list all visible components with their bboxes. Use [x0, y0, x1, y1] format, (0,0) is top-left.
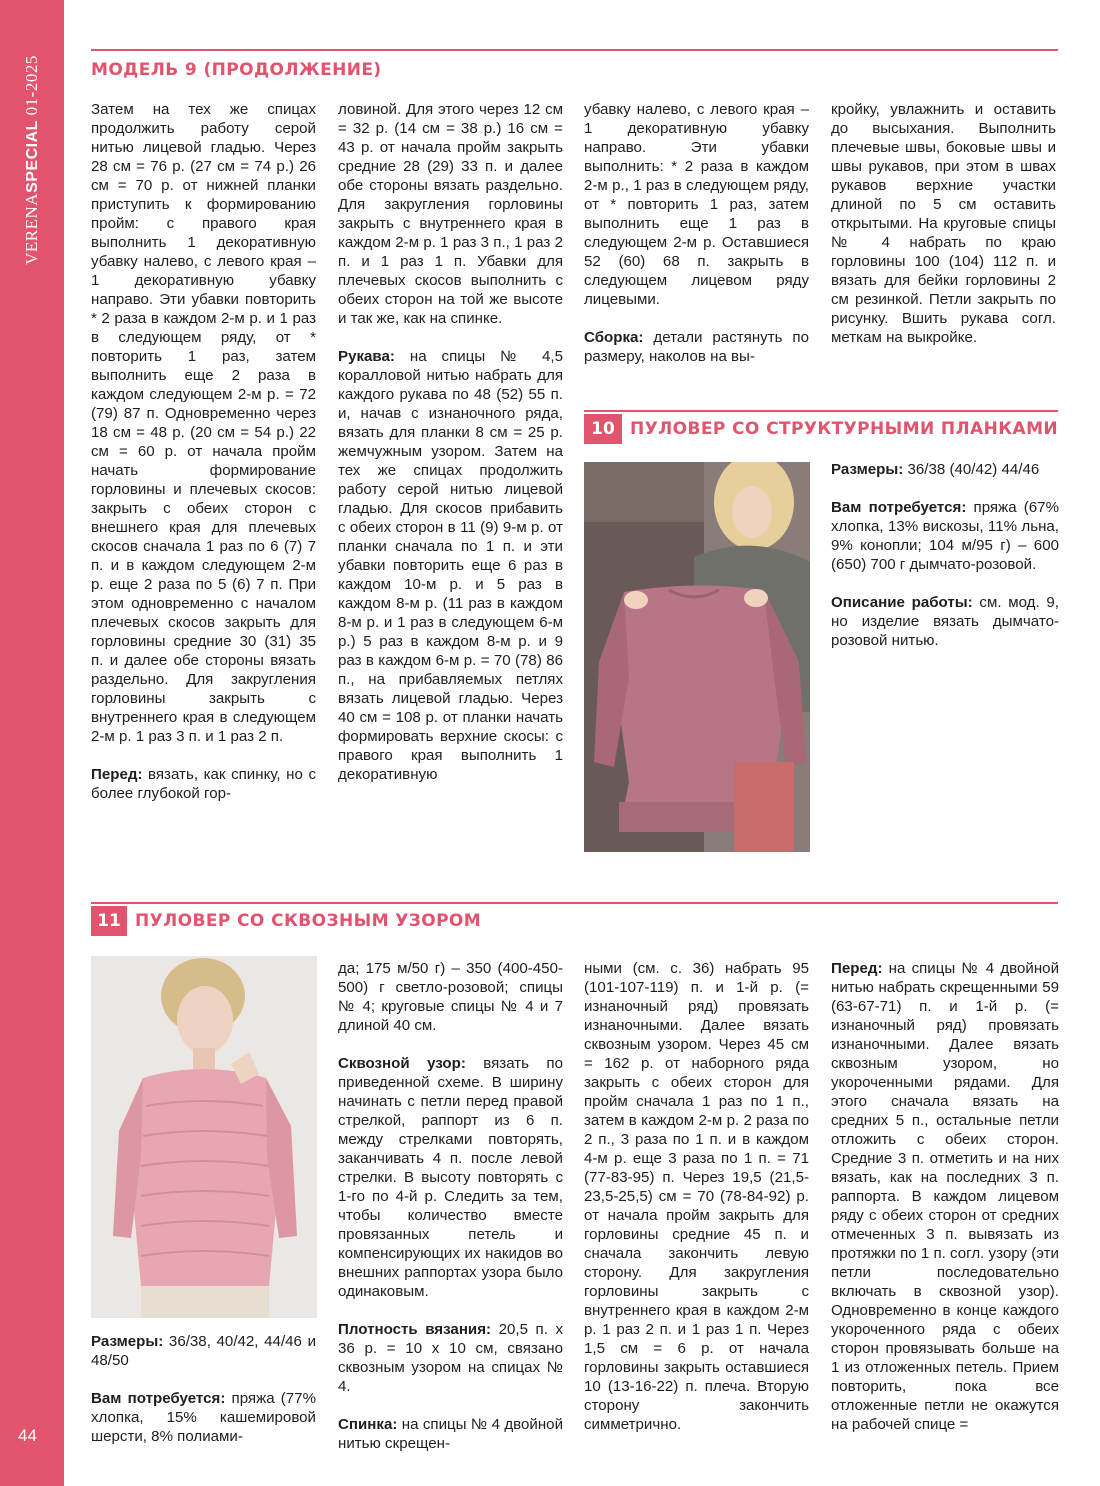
section11-column-3: [584, 959, 809, 1434]
divider-top: [91, 49, 1058, 51]
section11-column-1: [91, 1332, 316, 1446]
section11-column-4: [831, 959, 1059, 1434]
pullover-10-photo: [584, 462, 810, 852]
section11-number-badge: 11: [91, 906, 127, 936]
paragraph: Плотность вязания: 20,5 п. х 36 р. = 10 х 10 см, связано сквозным узором на спицах № 4.: [338, 1321, 563, 1395]
paragraph: Описание работы: см. мод. 9, но изделие вязать дымчато-розовой нитью.: [831, 594, 1059, 649]
paragraph: Сквозной узор: вязать по приведенной схеме. В ширину начинать с петли перед правой стрелкой, раппорт из 6 п. между стрелками повторять, заканчивать 4 п. после левой стрелки. В высоту повторять с 1-го по 4-й р. Следить за тем, чтобы количество вместе провязанных петель и компенсирующих их накидов во внешних раппортах узора было одинаковым.: [338, 1055, 563, 1300]
label: Описание работы:: [831, 594, 973, 611]
label: Вам потребуется:: [831, 499, 967, 516]
paragraph: убавку налево, с левого края – 1 декоративную убавку направо. Эти убавки выполнить: * 2 раза в каждом 2-м р., 1 раз в следующем ряду, от * повторить 1 раз, затем выполнить еще 1 раз в следующем 2-м р. Оставшиеся 52 (60) 68 п. закрыть в следующем лицевом ряду лицевыми.: [584, 101, 809, 308]
brand-text: VERENASPECIAL 01-2025: [22, 55, 41, 265]
paragraph: Рукава: на спицы № 4,5 коралловой нитью набрать для каждого рукава по 48 (52) 55 п. и, начав с изнаночного ряда, вязать для планки 8 см = 25 р. жемчужным узором. Затем на тех же спицах продолжить работу серой нитью лицевой гладью. Для скосов прибавить с обеих сторон в 11 (9) 9-м р. от планки сначала по 1 п. и эти убавки повторить еще 6 раз в каждом 10-м р. и 5 раз в каждом 8-м р. (11 раз в каждом 8-м р. и 1 раз в следующем 6-м р.) 5 раз в каждом 8-м р. и 9 раз в каждом 6-м р. = 70 (78) 86 п., на прибавляемых петлях вязать лицевой гладью. Через 40 см = 108 р. от планки начать формировать верхние скосы: с правого края выполнить 1 декоративную: [338, 348, 563, 783]
label: Размеры:: [831, 461, 904, 478]
label: Сквозной узор:: [338, 1055, 466, 1072]
section10-title: ПУЛОВЕР СО СТРУКТУРНЫМИ ПЛАНКАМИ: [630, 419, 1059, 439]
section9-column-1: [91, 100, 316, 803]
label: Плотность вязания:: [338, 1321, 492, 1338]
paragraph: Затем на тех же спицах продолжить работу серой нитью лицевой гладью. Через 28 см = 76 р. (27 см = 74 р.) 26 см = 70 р. от нижней планки приступить к формированию пройм: с правого края выполнить 1 декоративную убавку налево, с левого края – 1 декоративную убавку направо. Эти убавки повторить * 2 раза в каждом 2-м р. и 1 раз в следующем ряду, от * повторить 1 раз, затем выполнить еще 2 раза в каждом следующем 2-м р. = 72 (79) 87 п. Одновременно через 18 см = 48 р. (20 см = 54 р.) 22 см = 60 р. от начала пройм начать формирование горловины и плечевых скосов: закрыть с обеих сторон с внешнего края для плечевых скосов сначала 1 раз по 6 (7) 7 п. и в каждом следующем 2-м р. еще 2 раза по 5 (6) 7 п. При этом одновременно с началом плечевых скосов закрыть для горловины средние 30 (31) 35 п. и далее обе стороны вязать раздельно. Для закругления горловины закрыть с внутреннего края в следующем 2-м р. 1 раз 3 п. и 1 раз 2 п.: [91, 101, 316, 745]
section11-column-2: [338, 959, 563, 1453]
paragraph: Вам потребуется: пряжа (67% хлопка, 13% вискозы, 11% льна, 9% конопли; 104 м/95 г) – 600 (650) 700 г дымчато-розовой.: [831, 499, 1059, 573]
label: Спинка:: [338, 1416, 398, 1433]
paragraph: Вам потребуется: пряжа (77% хлопка, 15% кашемировой шерсти, 8% полиами-: [91, 1390, 316, 1445]
paragraph: Сборка: детали растянуть по размеру, наколов на вы-: [584, 329, 809, 365]
section11-title: ПУЛОВЕР СО СКВОЗНЫМ УЗОРОМ: [135, 911, 482, 931]
paragraph: Перед: на спицы № 4 двойной нитью набрать скрещенными 59 (63-67-71) п. и 1-й р. (= изнаночный ряд) провязать изнаночными. Далее вязать сквозным узором, но укороченными рядами. Для этого сначала вязать на средних 5 п., остальные петли отложить с обеих сторон. Средние 3 п. отметить и на них вязать, как на последних 3 п. раппорта. В каждом лицевом ряду с обеих сторон от средних отмеченных 3 п. вывязать из протяжки по 1 п. согл. узору (эти петли последовательно включать в сквозной узор). Одновременно в конце каждого укороченного ряда с обеих сторон провязывать больше на 1 из отложенных петель. Прием повторить, пока все отложенные петли не окажутся на рабочей спице =: [831, 960, 1059, 1433]
label: Перед:: [91, 766, 143, 783]
label: Сборка:: [584, 329, 644, 346]
paragraph: ными (см. с. 36) набрать 95 (101-107-119) п. и 1-й р. (= изнаночный ряд) провязать изнаночными. Далее вязать сквозным узором. Через 45 см = 162 р. от наборного ряда закрыть с обеих сторон для пройм сначала 1 раз по 1 п., затем в каждом 2-м р. 2 раза по 2 п., 3 раза по 1 п. и в каждом 4-м р. еще 3 раза по 1 п. = 71 (77-83-95) п. Через 19,5 (21,5-23,5-25,5) см = 70 (78-84-92) р. от начала пройм закрыть для горловины средние 45 п. и сначала закончить левую сторону. Для закругления горловины закрыть с внутреннего края в каждом 2-м р. 1 раз 2 п. и 1 раз 1 п. Через 1,5 см = 6 р. от начала горловины закрыть оставшиеся 10 (13-16-22) п. плеча. Вторую сторону закончить симметрично.: [584, 960, 809, 1433]
paragraph: Спинка: на спицы № 4 двойной нитью скрещен-: [338, 1416, 563, 1452]
paragraph: Перед: вязать, как спинку, но с более глубокой гор-: [91, 766, 316, 802]
paragraph: кройку, увлажнить и оставить до высыхания. Выполнить плечевые швы, боковые швы и швы рукавов, при этом в швах рукавов верхние участки длиной по 5 см оставить открытыми. На круговые спицы № 4 набрать по краю горловины 100 (104) 112 п. и вязать для бейки горловины 2 см резинкой. Петли закрыть по рисунку. Вшить рукава согл. меткам на выкройке.: [831, 101, 1056, 346]
pullover-11-photo: [91, 956, 317, 1318]
brand-logo: [10, 40, 54, 280]
section10-number-badge: 10: [584, 414, 622, 444]
paragraph: Размеры: 36/38 (40/42) 44/46: [831, 461, 1040, 478]
section9-column-3: [584, 100, 809, 366]
paragraph: да; 175 м/50 г) – 350 (400-450-500) г светло-розовой; спицы № 4; круговые спицы № 4 и 7 длиной 40 см.: [338, 960, 563, 1034]
section9-title: МОДЕЛЬ 9 (ПРОДОЛЖЕНИЕ): [91, 60, 382, 80]
label: Размеры:: [91, 1333, 164, 1350]
divider-section11: [91, 902, 1058, 904]
page-number: 44: [18, 1426, 37, 1445]
section9-column-2: [338, 100, 563, 784]
label: Рукава:: [338, 348, 395, 365]
label: Перед:: [831, 960, 883, 977]
section9-column-4: [831, 100, 1056, 347]
paragraph: Размеры: 36/38, 40/42, 44/46 и 48/50: [91, 1333, 316, 1369]
section10-text: [831, 460, 1059, 650]
divider-section10: [584, 410, 1058, 412]
paragraph: ловиной. Для этого через 12 см = 32 р. (14 см = 38 р.) 16 см = 43 р. от начала пройм закрыть средние 28 (29) 33 п. и далее обе стороны вязать раздельно. Для закругления горловины закрыть с внутреннего края в каждом 2-м р. 1 раз 3 п., 1 раз 2 п. и 1 раз 1 п. Убавки для плечевых скосов выполнить с обеих сторон на той же высоте и так же, как на спинке.: [338, 101, 563, 327]
label: Вам потребуется:: [91, 1390, 226, 1407]
